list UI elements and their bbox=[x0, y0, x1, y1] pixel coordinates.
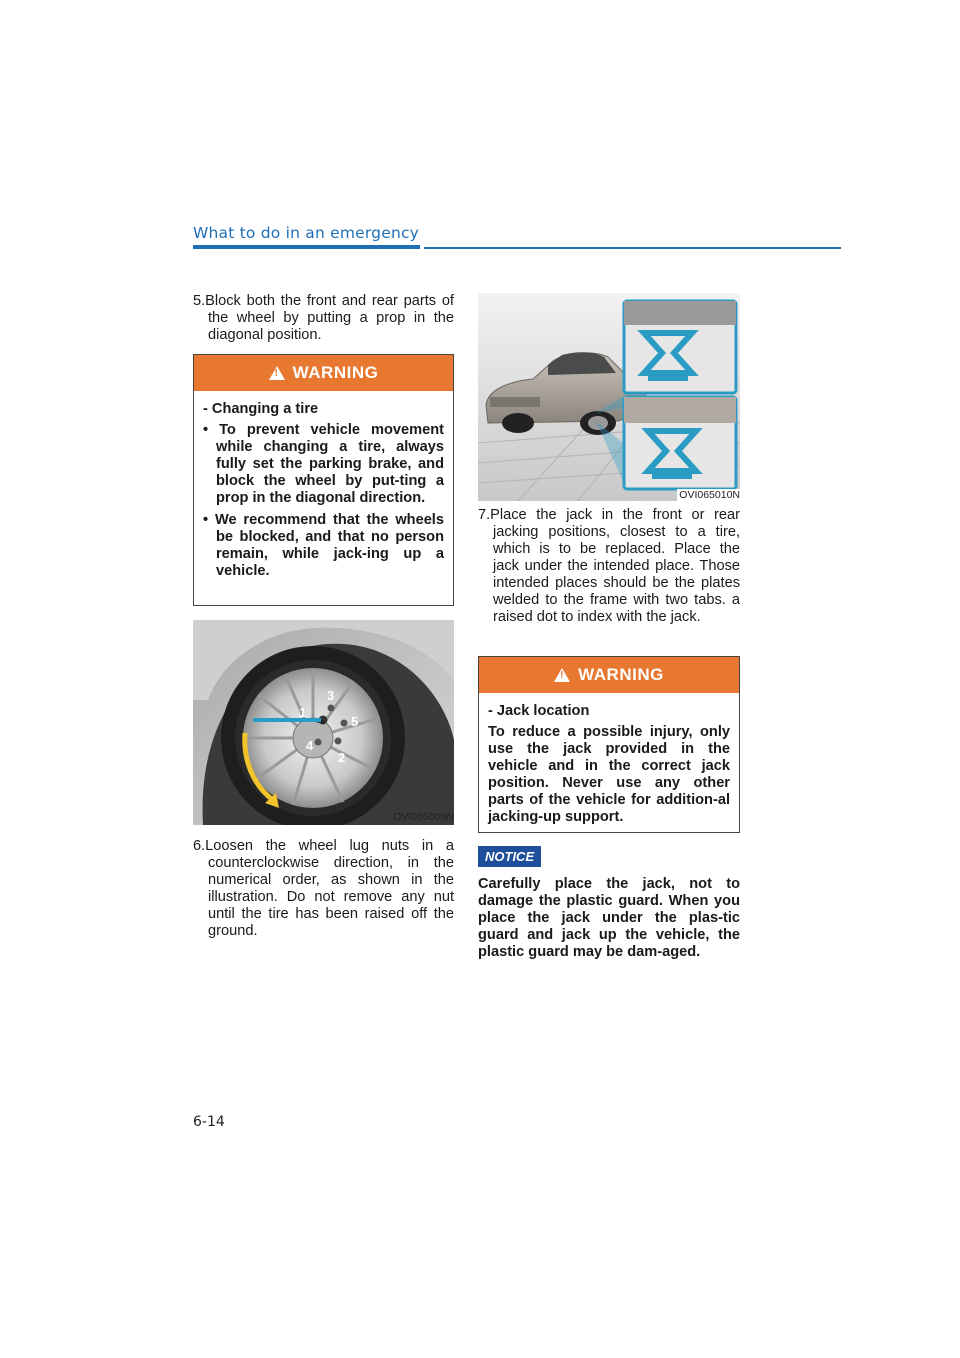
warning-label: WARNING bbox=[292, 363, 379, 382]
header-rule-thick bbox=[193, 245, 420, 249]
jack-position-illustration bbox=[478, 293, 740, 501]
warning-text: To reduce a possible injury, only use the jack provided in the vehicle and in the correct jack position. Never use any other parts of the vehicle for addition-al jacking-up support. bbox=[488, 724, 730, 825]
nut-label-1: 1 bbox=[299, 705, 307, 720]
jack-illustration-svg bbox=[478, 293, 740, 501]
warning-body bbox=[479, 693, 739, 836]
notice-badge: NOTICE bbox=[478, 846, 541, 867]
warning-bullet-1: • To prevent vehicle movement while changing a tire, always fully set the parking brake, and block the wheel by put-ting a prop in the diagonal direction. bbox=[203, 422, 444, 506]
warning-triangle-icon bbox=[554, 668, 570, 682]
wheel-lug-nut-illustration bbox=[193, 620, 454, 825]
step-6 bbox=[193, 838, 454, 940]
step-6-text: 6.Loosen the wheel lug nuts in a counterclockwise direction, in the numerical order, as shown in the illustration. Do not remove any nut until the tire has been raised off the ground. bbox=[193, 838, 454, 939]
warning-bullet-2: • We recommend that the wheels be blocked, and that no person remain, while jack-ing up a vehicle. bbox=[203, 512, 444, 579]
warning-header bbox=[479, 657, 739, 693]
nut-label-2: 2 bbox=[338, 750, 346, 765]
page-number: 6-14 bbox=[193, 1114, 225, 1130]
section-title: What to do in an emergency bbox=[193, 224, 420, 242]
figure-2-code: OVI065010N bbox=[679, 489, 740, 501]
figure-1-code: OVI065009N bbox=[393, 811, 454, 823]
warning-box-jack-location bbox=[478, 656, 740, 833]
warning-title: - Changing a tire bbox=[203, 401, 319, 417]
notice-text: Carefully place the jack, not to damage the plastic guard. When you place the jack under the plas-tic guard and jack up the vehicle, the plastic guard may be dam-aged. bbox=[478, 876, 740, 960]
warning-header bbox=[194, 355, 453, 391]
wheel-illustration-svg bbox=[193, 620, 454, 825]
warning-body bbox=[194, 391, 453, 595]
step-5 bbox=[193, 293, 454, 344]
step-7-text: 7.Place the jack in the front or rear jacking positions, closest to a tire, which is to be replaced. Place the jack under the intended place. Those intended places should be the plates welded to the frame with two tabs. a raised dot to index with the jack. bbox=[478, 507, 740, 625]
warning-title: - Jack location bbox=[488, 703, 590, 719]
warning-box-changing-tire bbox=[193, 354, 454, 606]
header-rule-thin bbox=[424, 247, 841, 249]
step-5-text: 5.Block both the front and rear parts of the wheel by putting a prop in the diagonal position. bbox=[193, 293, 454, 343]
warning-label: WARNING bbox=[578, 665, 664, 684]
nut-label-5: 5 bbox=[351, 714, 359, 729]
nut-label-3: 3 bbox=[327, 688, 335, 703]
step-7 bbox=[478, 507, 740, 626]
nut-label-4: 4 bbox=[306, 738, 314, 753]
warning-triangle-icon bbox=[269, 366, 285, 380]
